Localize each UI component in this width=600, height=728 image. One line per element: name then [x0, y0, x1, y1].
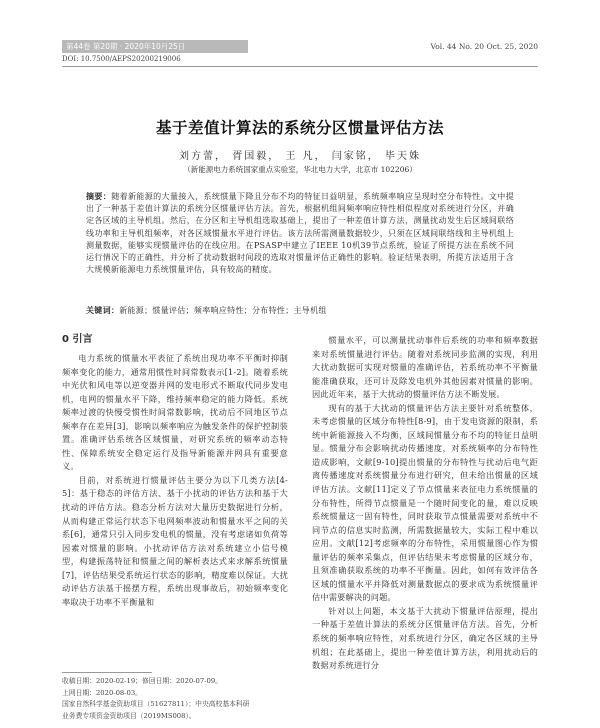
- keywords-text: 新能源；惯量评估；频率响应特性；分布特性；主导机组: [119, 306, 327, 315]
- funding-note: 国家自然科学基金资助项目（51627811）；中央高校基本科研: [62, 700, 250, 708]
- received-date: 收稿日期：2020-02-19；修回日期：2020-07-09。: [62, 677, 222, 685]
- abstract-text: 随着新能源的大量接入，系统惯量下降且分布不均的特征日益明显，系统频率响应呈现时空分布特性。文中提出了一种基于差值计算法的系统分区惯量评估方法。首先，根据机组间频率响应特性相似程度对系统进行分区，并确定各区域的主导机组。然后，在分区和主导机组选取基础上，提出了一种差值计算方法，测量扰动发生后区域间联络线功率和主导机组频率，对各区域惯量水平进行评估。该方法所需测量数据较少，只须在区域间联络线和主导机组上测量数据，能够实现惯量评估的在线应用。在PSASP中建立了IEEE 10机39节点系统，验证了所提方法在系统不同运行情况下的正确性，并分析了扰动数据时间段的选取对惯量评估正确性的影响。验证结果表明，所提方法适用于含大规模新能源电力系统惯量评估，具有较高的精度。: [86, 192, 514, 275]
- body-paragraph: 惯量水平，可以测量扰动事件后系统的功率和频率数据来对系统惯量进行评估。随着对系统同步监测的实现，利用大扰动数据可实现对惯量的准确评估，若系统功率不平衡量能准确获取，还可计及除发电机外其他因素对惯量的影响。因此近年来，基于大扰动的惯量评估方法不断发展。: [312, 335, 538, 400]
- journal-issue-english: Vol. 44 No. 20 Oct. 25, 2020: [430, 42, 538, 51]
- body-right-column: [312, 334, 538, 673]
- body-left-column: [62, 352, 288, 609]
- keywords: [86, 305, 514, 317]
- footnotes: [62, 676, 288, 722]
- keywords-label: 关键词：: [86, 306, 120, 315]
- doi[interactable]: DOI: 10.7500/AEPS20200219006: [62, 55, 181, 63]
- paper-title: 基于差值计算法的系统分区惯量评估方法: [155, 119, 444, 137]
- journal-issue-badge: 第44卷 第20期 · 2020年10月25日: [62, 40, 248, 53]
- footnote-divider: [62, 672, 152, 673]
- affiliation: （新能源电力系统国家重点实验室，华北电力大学，北京市 102206）: [183, 165, 417, 174]
- abstract: [86, 191, 514, 276]
- body-paragraph: 现有的基于大扰动的惯量评估方法主要针对系统整体，未考虑惯量的区域分布特性[8-9]，由于发电资源的限制，系统中新能源接入不均衡，区域间惯量分布不均的特征日益明显。惯量分布会影响扰动传播速度，对系统频率的分布特性造成影响，文献[9-10]提出惯量的分布特性与扰动后电气距离传播速度对系统惯量分布进行研究，但未给出惯量的区域评估方法。文献[11]定义了节点惯量来表征电力系统惯量的分布特性，所得节点惯量是一个随时间变化的量，难以反映系统惯量这一固有特性，同时获取节点惯量需要对系统中不同节点的信息实时监测，所需数据量较大，实际工程中难以应用。文献[12]考虑频率的分布特性，采用惯量图心作为惯量评估的频率采集点，但评估结果未考虑惯量的区域分布，且须准确获取系统的功率不平衡量。因此，如何有效评估各区域的惯量水平并降低对测量数据点的要求成为系统惯量评估中需要解决的问题。: [312, 402, 538, 603]
- header-divider: [62, 66, 538, 67]
- online-date: 上网日期：2020-08-03。: [62, 688, 142, 697]
- body-paragraph: 针对以上问题，本文基于大扰动下惯量评估原理，提出一种基于差值计算法的系统分区惯量评估方法。首先，分析系统的频率响应特性，对系统进行分区，确定各区域的主导机组；在此基础上，提出一种差值计算方法，利用扰动后的数据对系统进行分: [312, 605, 538, 671]
- funding-note-cont: 业务费专项资金资助项目（2019MS008）。: [62, 711, 196, 720]
- section-heading-introduction: 0 引言: [62, 334, 93, 345]
- body-paragraph: 电力系统的惯量水平表征了系统出现功率不平衡时抑制频率变化的能力，通常用惯性时间常数表示[1-2]。随着系统中光伏和风电等以逆变器并网的发电形式不断取代同步发电机，电网的惯量水平下降，维持频率稳定的能力降低。系统频率过渡的快慢受惯性时间常数影响，扰动后不同地区节点频率存在差异[3]，影响以频率响应为触发条件的保护控制装置。准确评估系统各区域惯量，对研究系统的频率动态特性、保障系统安全稳定运行及指导新能源并网具有重要意义。: [62, 353, 288, 472]
- author-list: 刘方蕾， 胥国毅， 王 凡， 闫家铭， 毕天姝: [179, 151, 421, 162]
- body-paragraph: 目前，对系统进行惯量评估主要分为以下几类方法[4-5]：基于稳态的评估方法、基于小扰动的评估方法和基于大扰动的评估方法。稳态分析方法对大量历史数据进行分析，从而构建正常运行状态下电网频率波动和惯量水平之间的关系[6]，通常只引入同步发电机的惯量，没有考虑诸如负荷等因素对惯量的影响。小扰动评估方法对系统建立小信号模型，构建振荡特征和惯量之间的解析表达式来求解系统惯量[7]，评估结果受系统运行状态的影响，精度难以保证。大扰动评估方法基于摇摆方程，系统出现事故后，初始频率变化率取决于功率不平衡量和: [62, 474, 288, 607]
- abstract-label: 摘要：: [86, 192, 112, 201]
